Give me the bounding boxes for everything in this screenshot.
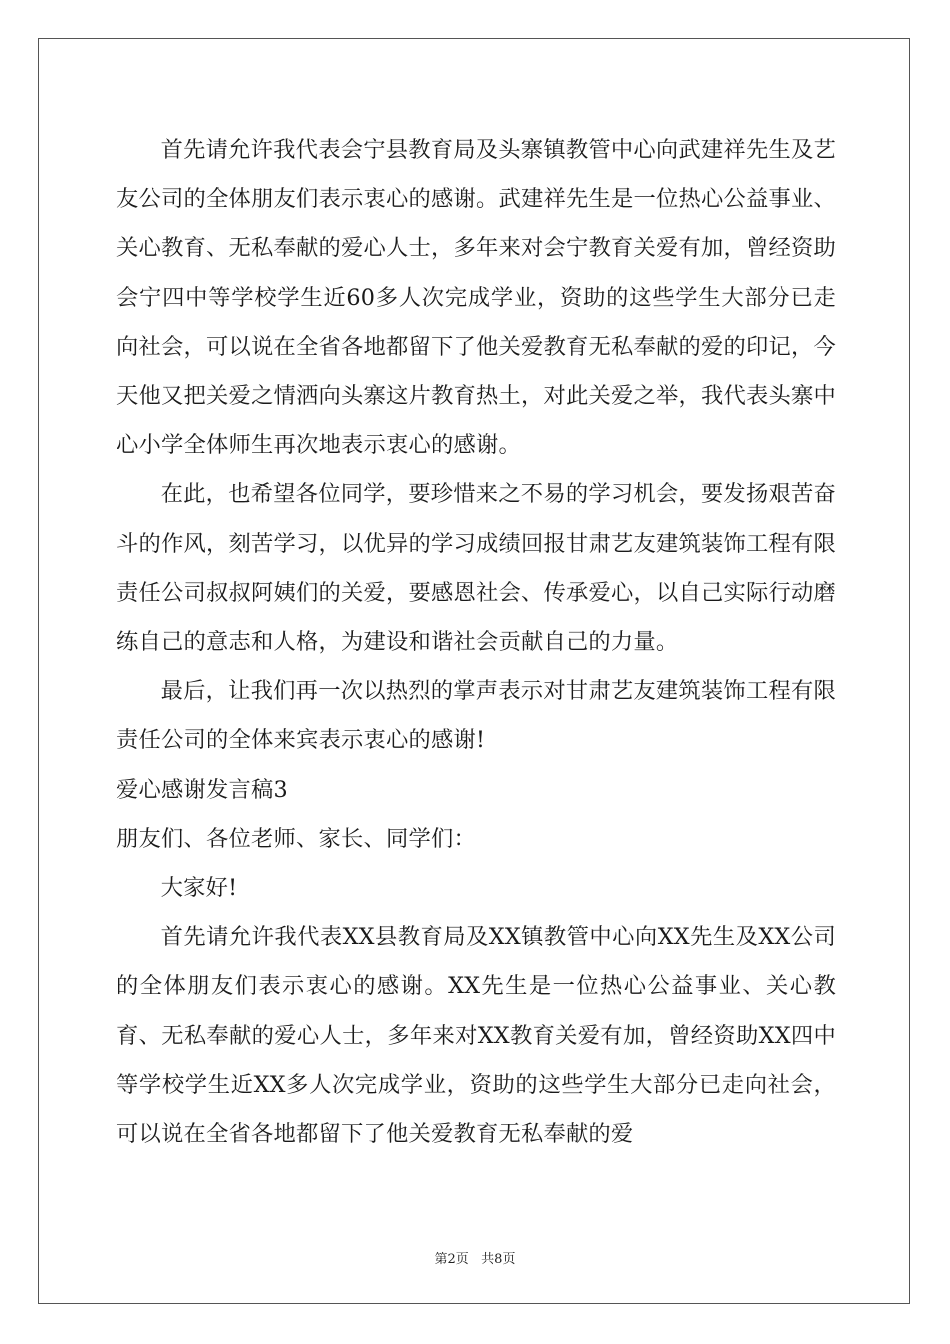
paragraph-thanks-wu: 首先请允许我代表会宁县教育局及头寨镇教管中心向武建祥先生及艺友公司的全体朋友们表示衷心的感谢。武建祥先生是一位热心公益事业、关心教育、无私奉献的爱心人士，多年来对会宁教育关爱有加，曾经资助会宁四中等学校学生近60多人次完成学业，资助的这些学生大部分已走向社会，可以说在全省各地都留下了他关爱教育无私奉献的爱的印记，今天他又把关爱之情洒向头寨这片教育热土，对此关爱之举，我代表头寨中心小学全体师生再次地表示衷心的感谢。 [116, 137, 836, 459]
paragraph-students-hope: 在此，也希望各位同学，要珍惜来之不易的学习机会，要发扬艰苦奋斗的作风，刻苦学习，以优异的学习成绩回报甘肃艺友建筑装饰工程有限责任公司叔叔阿姨们的关爱，要感恩社会、传承爱心，以自己实际行动磨练自己的意志和人格，为建设和谐社会贡献自己的力量。 [116, 481, 836, 656]
document-body [116, 126, 836, 1159]
page-number: 第2页 共8页 [434, 1252, 516, 1267]
section-heading: 爱心感谢发言稿3 [116, 776, 288, 803]
paragraph-thanks-xx: 首先请允许我代表XX县教育局及XX镇教管中心向XX先生及XX公司的全体朋友们表示衷心的感谢。XX先生是一位热心公益事业、关心教育、无私奉献的爱心人士，多年来对XX教育关爱有加，曾经资助XX四中等学校学生近XX多人次完成学业，资助的这些学生大部分已走向社会，可以说在全省各地都留下了他关爱教育无私奉献的爱 [116, 924, 836, 1148]
greeting: 大家好! [160, 875, 238, 902]
paragraph-closing: 最后，让我们再一次以热烈的掌声表示对甘肃艺友建筑装饰工程有限责任公司的全体来宾表示衷心的感谢! [116, 678, 836, 754]
salutation: 朋友们、各位老师、家长、同学们： [116, 825, 476, 852]
